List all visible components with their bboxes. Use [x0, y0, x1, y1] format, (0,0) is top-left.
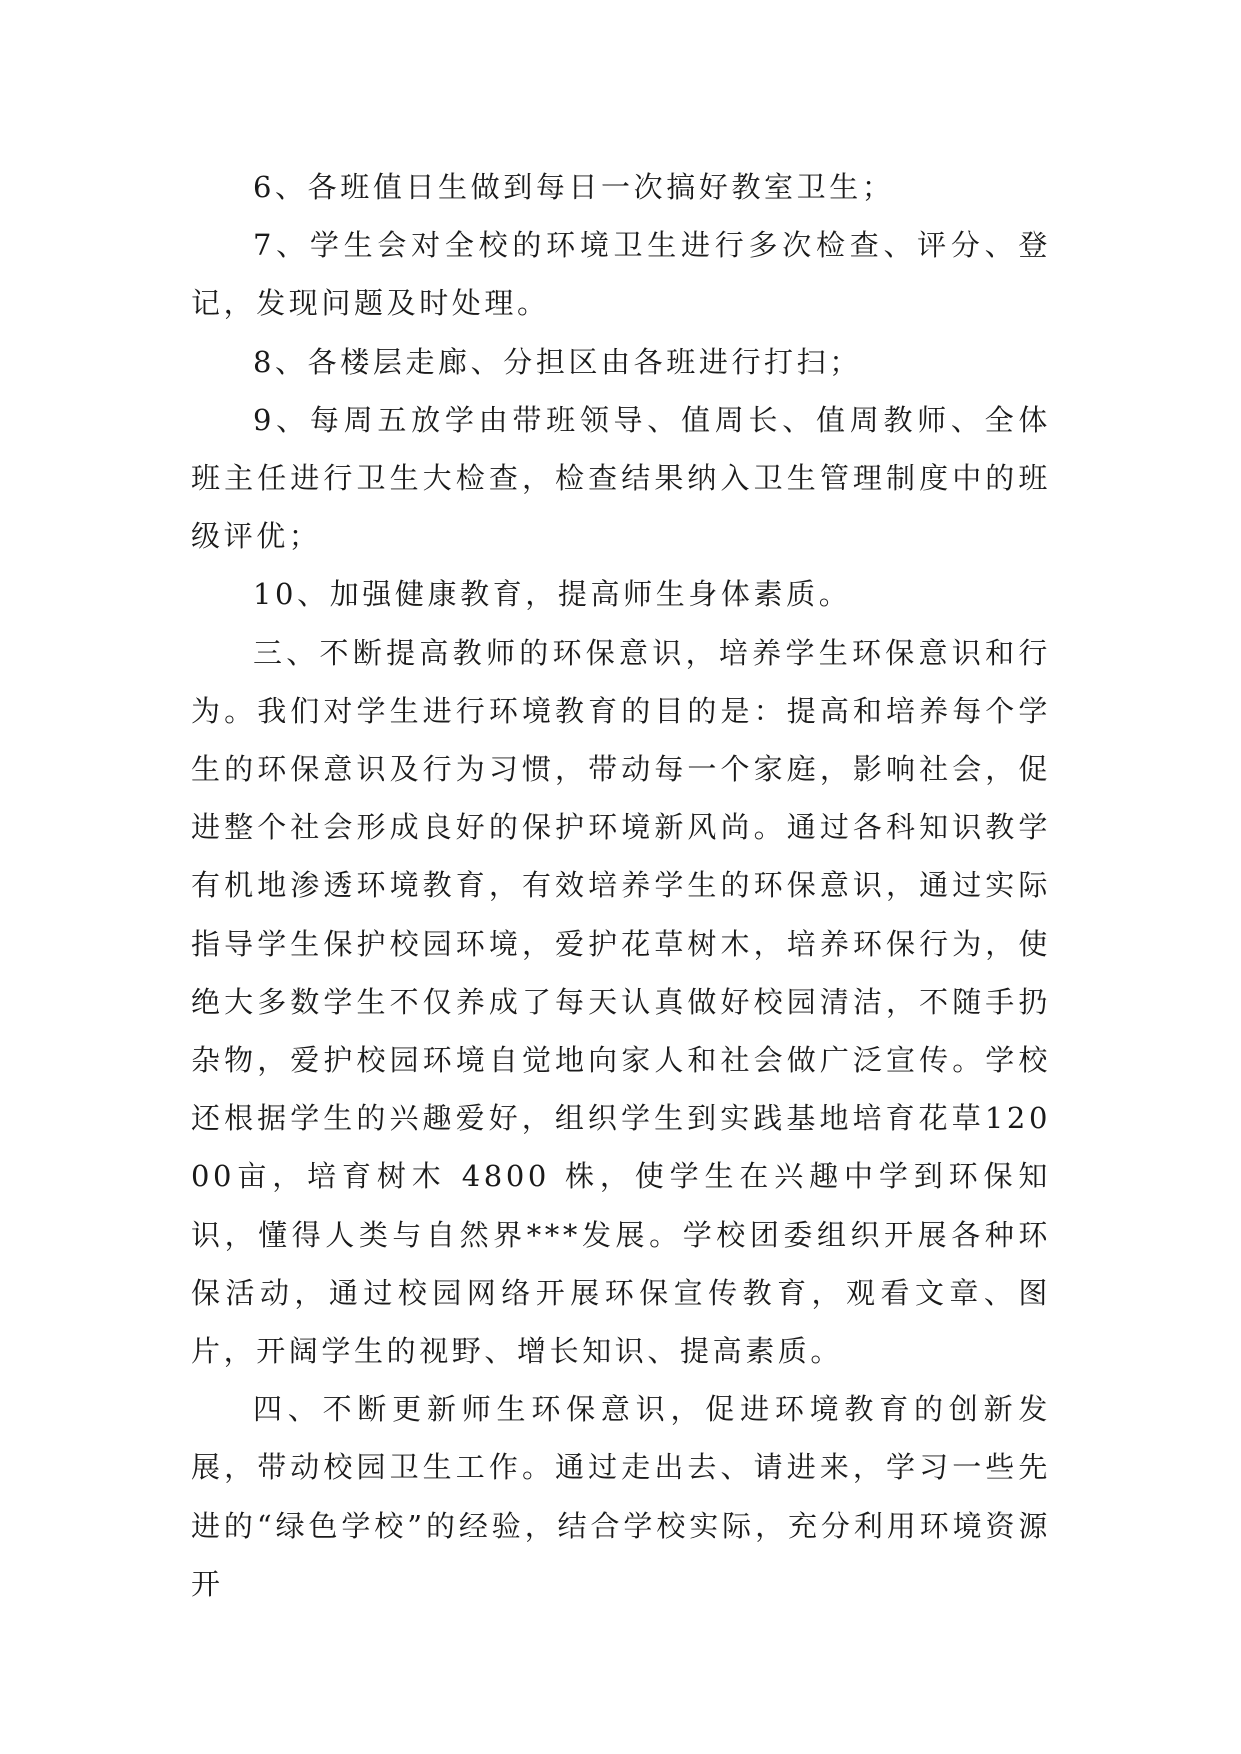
- document-body: [191, 158, 1051, 1613]
- paragraph-item-10: 10、加强健康教育，提高师生身体素质。: [253, 577, 852, 612]
- paragraph-section-three: 三、不断提高教师的环保意识，培养学生环保意识和行为。我们对学生进行环境教育的目的是：提高和培养每个学生的环保意识及行为习惯，带动每一个家庭，影响社会，促进整个社会形成良好的保护环境新风尚。通过各科知识教学有机地渗透环境教育，有效培养学生的环保意识，通过实际指导学生保护校园环境，爱护花草树木，培养环保行为，使绝大多数学生不仅养成了每天认真做好校园清洁，不随手扔杂物，爱护校园环境自觉地向家人和社会做广泛宣传。学校还根据学生的兴趣爱好，组织学生到实践基地培育花草12000亩，培育树木 4800 株，使学生在兴趣中学到环保知识，懂得人类与自然界***发展。学校团委组织开展各种环保活动，通过校园网络开展环保宣传教育，观看文章、图片，开阔学生的视野、增长知识、提高素质。: [191, 635, 1051, 1369]
- paragraph-section-four: 四、不断更新师生环保意识，促进环境教育的创新发展，带动校园卫生工作。通过走出去、请进来，学习一些先进的“绿色学校”的经验，结合学校实际，充分利用环境资源开: [191, 1392, 1051, 1601]
- paragraph-item-9: 9、每周五放学由带班领导、值周长、值周教师、全体班主任进行卫生大检查，检查结果纳入卫生管理制度中的班级评优；: [191, 402, 1051, 554]
- paragraph-item-7: 7、学生会对全校的环境卫生进行多次检查、评分、登记，发现问题及时处理。: [191, 228, 1051, 321]
- paragraph-item-8: 8、各楼层走廊、分担区由各班进行打扫；: [253, 344, 862, 379]
- paragraph-item-6: 6、各班值日生做到每日一次搞好教室卫生；: [253, 170, 895, 204]
